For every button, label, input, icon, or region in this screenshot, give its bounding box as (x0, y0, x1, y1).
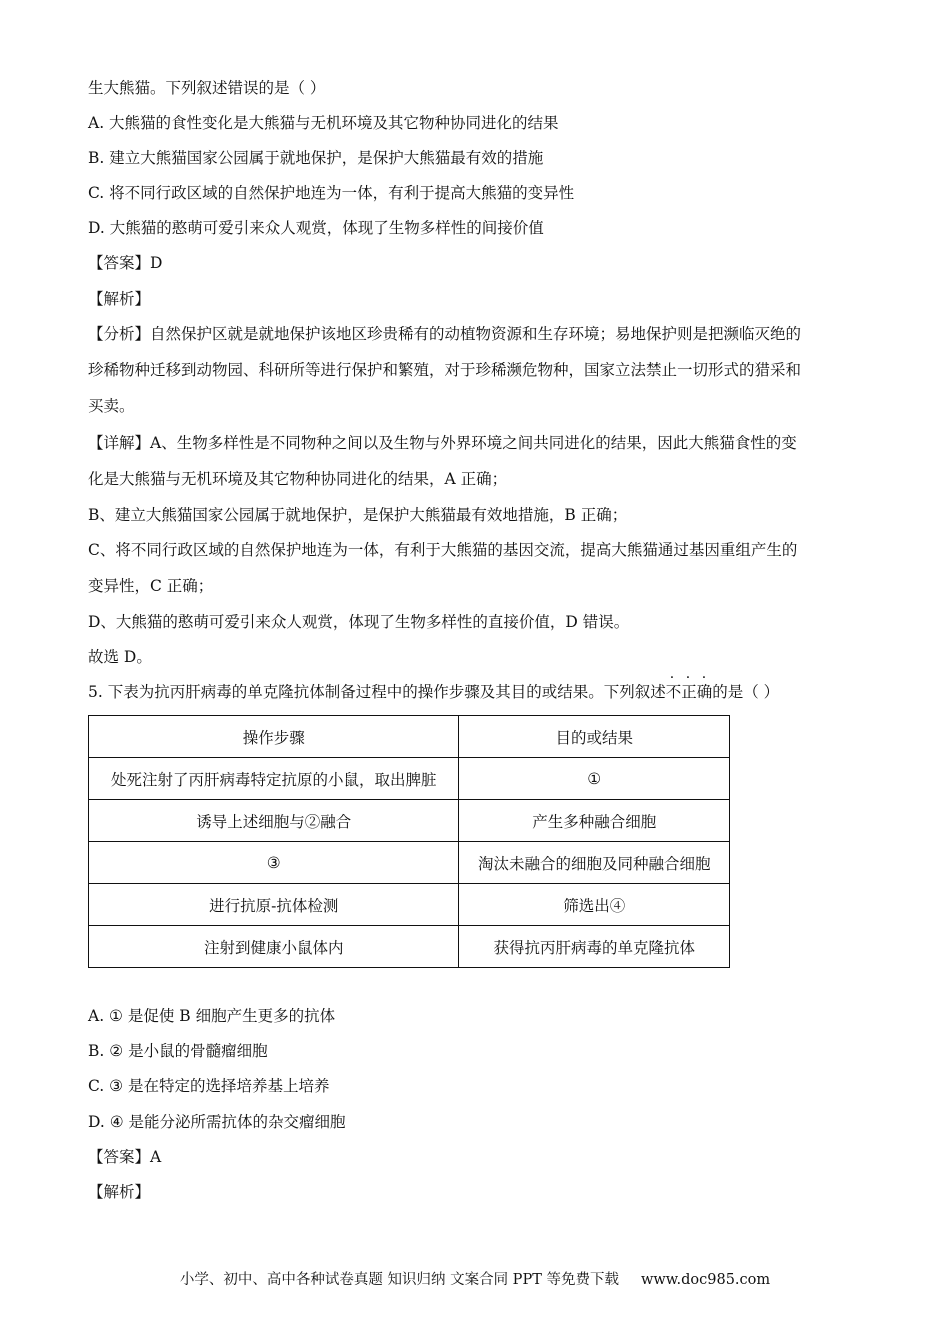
q4-analysis-line: C、将不同行政区域的自然保护地连为一体，有利于大熊猫的基因交流，提高大熊猫通过基因重组产生的 (88, 541, 798, 559)
table-header-cell: 操作步骤 (89, 716, 459, 758)
q4-analysis-line: B、建立大熊猫国家公园属于就地保护，是保护大熊猫最有效地措施，B 正确； (88, 506, 628, 524)
q4-analysis-line: 变异性，C 正确； (88, 577, 214, 595)
q5-option-b: B. ② 是小鼠的骨髓瘤细胞 (88, 1042, 268, 1060)
footer-text: 小学、初中、高中各种试卷真题 知识归纳 文案合同 PPT 等免费下载 (179, 1272, 619, 1288)
q4-stem-tail: 生大熊猫。下列叙述错误的是（ ） (88, 79, 326, 97)
table-row (89, 884, 730, 926)
q5-table (88, 715, 730, 968)
q4-answer: 【答案】D (88, 254, 163, 272)
q5-stem-after: 的是（ ） (712, 683, 780, 701)
q5-answer: 【答案】A (88, 1148, 162, 1166)
q4-analysis-line: 化是大熊猫与无机环境及其它物种协同进化的结果，A 正确； (88, 470, 508, 488)
q4-analysis-line: 【详解】A、生物多样性是不同物种之间以及生物与外界环境之间共同进化的结果，因此大熊猫食性的变 (88, 434, 797, 452)
table-cell: 处死注射了丙肝病毒特定抗原的小鼠，取出脾脏 (89, 758, 459, 800)
q5-option-c: C. ③ 是在特定的选择培养基上培养 (88, 1077, 330, 1095)
table-row (89, 926, 730, 968)
q4-analysis-line: 买卖。 (88, 397, 135, 415)
table-header-cell: 目的或结果 (459, 716, 730, 758)
table-cell: 筛选出④ (459, 884, 730, 926)
q4-option-d: D. 大熊猫的憨萌可爱引来众人观赏，体现了生物多样性的间接价值 (88, 219, 544, 237)
table-cell: 诱导上述细胞与②融合 (89, 800, 459, 842)
q4-option-a: A. 大熊猫的食性变化是大熊猫与无机环境及其它物种协同进化的结果 (88, 114, 559, 132)
q5-option-a: A. ① 是促使 B 细胞产生更多的抗体 (88, 1007, 336, 1025)
q5-option-d: D. ④ 是能分泌所需抗体的杂交瘤细胞 (88, 1113, 346, 1131)
q4-option-c: C. 将不同行政区域的自然保护地连为一体，有利于提高大熊猫的变异性 (88, 184, 575, 202)
emphasis-dot: · (669, 670, 675, 686)
q5-emphasis-text: 不正确 (665, 683, 713, 701)
footer-url[interactable]: www.doc985.com (640, 1272, 771, 1288)
emphasis-dot: · (701, 670, 707, 686)
table-header-row (89, 716, 730, 758)
q5-analysis-label: 【解析】 (88, 1183, 151, 1201)
q4-analysis-line: 珍稀物种迁移到动物园、科研所等进行保护和繁殖，对于珍稀濒危物种，国家立法禁止一切形式的猎采和 (88, 361, 802, 379)
table-cell: 淘汰未融合的细胞及同种融合细胞 (459, 842, 730, 884)
page-footer (0, 1270, 950, 1290)
q4-analysis-label: 【解析】 (88, 290, 151, 308)
table-row (89, 758, 730, 800)
q4-option-b: B. 建立大熊猫国家公园属于就地保护，是保护大熊猫最有效的措施 (88, 149, 544, 167)
emphasis-dot: · (685, 670, 691, 686)
table-cell: ③ (89, 842, 459, 884)
table-cell: 产生多种融合细胞 (459, 800, 730, 842)
table-cell: 注射到健康小鼠体内 (89, 926, 459, 968)
table-cell: 获得抗丙肝病毒的单克隆抗体 (459, 926, 730, 968)
q5-stem-emphasis (665, 670, 713, 702)
table-row (89, 842, 730, 884)
table-row (89, 800, 730, 842)
q5-stem (88, 670, 780, 702)
q4-analysis-line: 【分析】自然保护区就是就地保护该地区珍贵稀有的动植物资源和生存环境；易地保护则是把濒临灭绝的 (88, 325, 802, 343)
q5-stem-before: 5. 下表为抗丙肝病毒的单克隆抗体制备过程中的操作步骤及其目的或结果。下列叙述 (88, 683, 666, 701)
table-cell: ① (459, 758, 730, 800)
table-cell: 进行抗原-抗体检测 (89, 884, 459, 926)
q4-analysis-line: D、大熊猫的憨萌可爱引来众人观赏，体现了生物多样性的直接价值，D 错误。 (88, 613, 630, 631)
q4-analysis-line: 故选 D。 (88, 648, 152, 666)
